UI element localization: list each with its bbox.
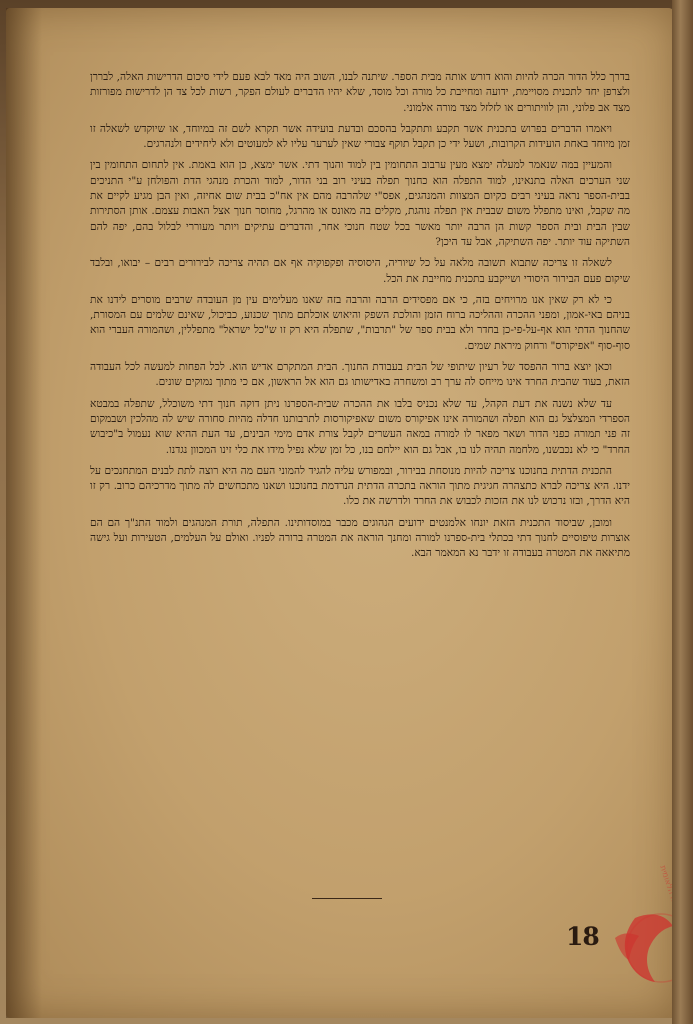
- paragraph: ויאמרו הדברים בפרוש בתכנית אשר תקבע ותתקבל בהסכם ובדעת בועידה אשר תקרא לשם זה במיוחד, או שיוקדש לשאלה זו זמן מיוחד באחת הועידות הקרובות, ושעל ידי כן תקבל תוקף צבורי שאין לערער עליו לא למעוטים ולא ליחידים ולנהרגים.: [90, 122, 630, 151]
- paragraph: והמעיין במה שנאמר למעלה ימצא מעין ערבוב התחומין בין למוד והנוך דתי. אשר ימצא, כן הוא באמת. אין לתחום התחומין בין שני הערכים האלה בתנאינו, למוד התפלה הוא כחנוך תפלה בעיני רוב בני הדור, למוד והכרת מנהגי הדת והפולחן ע"י התניכים בבית-הספר נראה בעיני רבים כקיום המצוות והמנהגים, אפס"י שלהרבה מהם אין אח"כ בבית שום אחיזה, ואין הבן מגיע לקיים את מה שקבל, ואינו מתפלל משום שבבית אין תפלה נוהגת, מקלים בה מאונס או מהרגל, מחוסר חנוך אצל האבות עצמם. אותן הסתירות שבין הבית ובית הספר קשות הן הרבה יותר מאשר בכל שטח חנוכי אחר, והדברים עתיקים ויותר מעוררי לבלול בהם, יפה להם השתיקה עוד יותר. יפה השתיקה, אבל עד היכן?: [90, 159, 630, 248]
- paragraph: עד שלא נשנה את דעת הקהל, עד שלא נכניס בלבו את ההכרה שבית-הספרנו ניתן דוקה חנוך דתי משוכלל, שתפלה במבטא הספרדי המצלצל גם הוא תפלה ושהמורה אינו אפיקורס משום שאפיקורסות לתרבותנו חדלה מהיות סחורה שיש לה מהלכין ושבמקום זה פני תמורה כפני הדור ושאר מפאר לו למורה במאה העשרים לקבל צורת אדם מימי הבינים, עד העת ההיא שוא נעמול ב"כיבוש החרד" כי לא נכבשנו, מלחמה תהיה לנו בו, אבל גם הוא יילחם בנו, כל זמן שלא נפיל מידו את כלי זינו המכוון נגדנו.: [90, 397, 630, 456]
- paragraph: התכנית הדתית בחנוכנו צריכה להיות מנוסחת בבירור, ובמפורש עליה להגיד להמוני העם מה היא רוצה לתת לבנים המתחנכים על ידנו. היא צריכה לברא כתצהרה חגיגית מתוך הוראה בתכרה הדתית הנרדמת בחנוכנו ושאנו מתכחשים לה מתוך מדרכיהם כרוב. רק זו היא הדרך, ובזו נרכוש לנו את הזכות לכבוש את החרד ולדרשה את כלו.: [90, 464, 630, 508]
- page-edge: [672, 0, 693, 1024]
- paragraph: כי לא רק שאין אנו מרויחים בזה, כי אם מפסידים הרבה והרבה בזה שאנו מעלימים עין מן העובדה שרבים מוסרים לידנו את בניהם באי-אמון, ומפני ההכרה וההליכה ברוח הזמן והולכת השפק והיאוש אוכלתם מתוך שכנוע, כביכול, שאינם שלמים עם המסורת, שהחנוך הדתי הוא אף-על-פי-כן בחדר ולא בבית ספר של "תרבות", שתפלה היא רק זו ש"כל ישראל" מתפללין, ושהמורה העברי הוא סוף-סוף "אפיקורס" ורחוק מיראת שמים.: [90, 293, 630, 352]
- paragraph: וכאן יוצא ברור ההפסד של רעיון שיתופי של הבית בעבודת החנוך. הבית המתקרם אדיש הוא. לכל הפחות למעשה לכל העבודה הזאת, בעוד שהבית החרד אינו מייחס לה ערך רב ומשחרה באדישותו גם הוא אל הראשון, אם כי מתוך נמוקים שונים.: [90, 361, 630, 389]
- paragraph: בדרך כלל הדור הכרה להיות והוא דורש אותה מבית הספר. שיתנה לבנו, השוב היה מאד לבא פעם לידי סיכום הדרישות האלה, לבררן ולצרפן יחד לתכנית מסויימת, ידועה ומחייבת כל מורה וכל מוסד, שלא יהיו הדברים לעולם הפקר, רשות לכל צד הן לדרישות מפורזות מצד אב פלוני, והן לוויתורים או לזלזל מצד מורה אלמוני.: [90, 71, 630, 114]
- end-separator-line: [312, 898, 382, 899]
- page-spine-shadow: [6, 8, 42, 1018]
- page-number: 18: [566, 922, 599, 951]
- paragraph: ומובן, שביסוד התכנית הזאת יונחו אלמנטים ידועים הנהוגים מכבר במוסדותינו. התפלה, תורת המנהגים ולמוד התנ"ך הם הם אוצרות טיפוסיים לחנוך דתי בכתלי בית-ספרנו למורה ומחנך הוראה את המטרה ברורה לפניו. ואולם על העלמים, הטעירות ועל גישה מתיאאה את המטרה בעבודה זו ידבר נא המאמר הבא.: [90, 516, 630, 560]
- paragraph: לשאלה זו צריכה שתבוא תשובה מלאה על כל שיוריה, היסוסיה ופקפוקיה אף אם תהיה צריכה לבירורים רבים – יבואו, ובלבד שיקום פעם הבירור היסודי ושייקבע בתכנית מחייבת את הכל.: [90, 257, 630, 285]
- page-text-body: [90, 70, 630, 910]
